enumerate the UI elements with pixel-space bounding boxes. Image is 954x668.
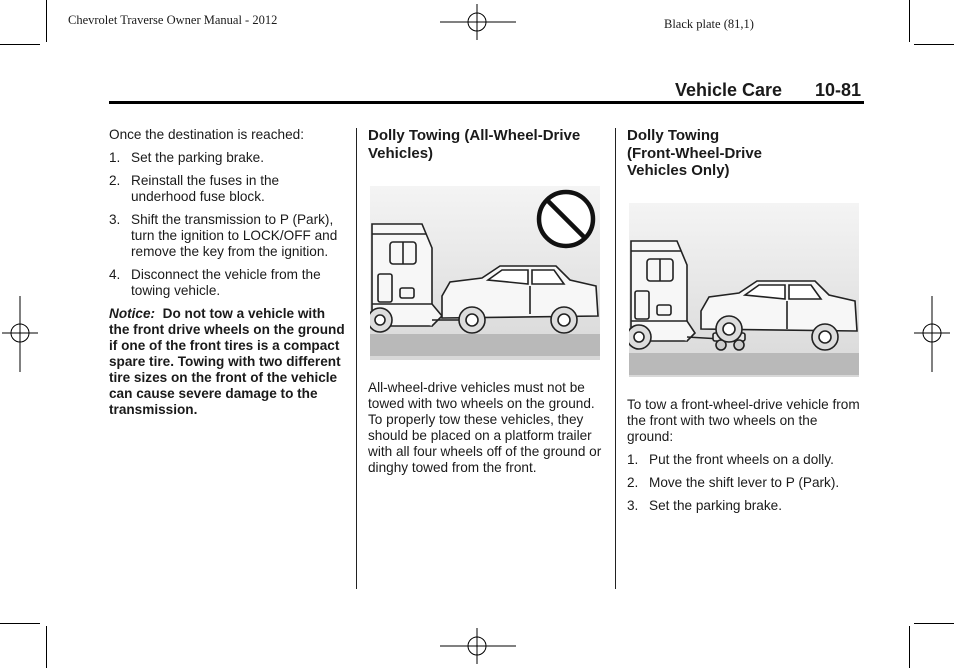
- step-text: Put the front wheels on a dolly.: [649, 452, 834, 467]
- crop-mark: [914, 623, 954, 624]
- notice-label: Notice:: [109, 306, 156, 321]
- step-text: Disconnect the vehicle from the towing vehicle.: [131, 267, 321, 298]
- list-item: [109, 212, 345, 260]
- step-text: Shift the transmission to P (Park), turn the ignition to LOCK/OFF and remove the key from the ignition.: [131, 212, 338, 259]
- registration-mark-right: [912, 296, 952, 372]
- section-heading: [627, 127, 863, 180]
- doc-title: Chevrolet Traverse Owner Manual - 2012: [68, 13, 278, 27]
- crop-mark: [914, 44, 954, 45]
- steps-list: [109, 150, 345, 299]
- column-divider: [615, 128, 616, 589]
- step-text: Set the parking brake.: [131, 150, 264, 165]
- column-2-body: [368, 380, 604, 483]
- registration-mark-top: [440, 2, 516, 42]
- heading-line: Dolly Towing: [627, 127, 720, 144]
- body-text: All-wheel-drive vehicles must not be towed with two wheels on the ground. To properly tow these vehicles, they should be placed on a platform trailer with all four wheels off of the ground or dinghy towed from the front.: [368, 380, 602, 475]
- crop-mark: [46, 0, 47, 42]
- crop-mark: [0, 623, 40, 624]
- list-item: [627, 452, 863, 468]
- registration-mark-left: [0, 296, 40, 372]
- heading-line: Vehicles Only): [627, 162, 730, 179]
- intro-text: Once the destination is reached:: [109, 127, 304, 142]
- step-number: 3.: [627, 498, 639, 513]
- column-1: [109, 127, 345, 425]
- page-number: 10-81: [815, 80, 862, 100]
- awd-towing-illustration: [370, 186, 600, 360]
- step-number: 2.: [627, 475, 639, 490]
- crop-mark: [0, 44, 40, 45]
- header-rule: [109, 101, 864, 104]
- steps-list: [627, 452, 863, 514]
- section-title: Vehicle Care: [675, 80, 783, 100]
- step-number: 4.: [109, 267, 121, 282]
- body-text: To tow a front-wheel-drive vehicle from the front with two wheels on the ground:: [627, 397, 860, 444]
- fwd-towing-illustration: [629, 203, 859, 377]
- step-number: 1.: [627, 452, 639, 467]
- step-text: Reinstall the fuses in the underhood fuse block.: [131, 173, 280, 204]
- heading-line: (Front-Wheel-Drive: [627, 144, 762, 162]
- step-text: Set the parking brake.: [649, 498, 782, 513]
- step-number: 1.: [109, 150, 121, 165]
- step-text: Move the shift lever to P (Park).: [649, 475, 840, 490]
- crop-mark: [909, 0, 910, 42]
- notice-text: Do not tow a vehicle with the front drive wheels on the ground if one of the front tires is a compact spare tire. Towing with two different tire sizes on the front of the vehicle can cause severe damage to the transmission.: [109, 306, 345, 417]
- list-item: [109, 150, 345, 166]
- step-number: 3.: [109, 212, 121, 227]
- column-2: [368, 127, 604, 162]
- column-3: [627, 127, 863, 180]
- section-heading: Dolly Towing (All-Wheel-Drive Vehicles): [368, 127, 581, 162]
- column-3-body: [627, 397, 863, 521]
- step-number: 2.: [109, 173, 121, 188]
- plate-label: Black plate (81,1): [664, 17, 754, 31]
- list-item: [627, 498, 863, 514]
- crop-mark: [46, 626, 47, 668]
- list-item: [627, 475, 863, 491]
- registration-mark-bottom: [440, 626, 516, 666]
- column-divider: [356, 128, 357, 589]
- crop-mark: [909, 626, 910, 668]
- notice-paragraph: [109, 306, 345, 418]
- list-item: [109, 267, 345, 299]
- list-item: [109, 173, 345, 205]
- prohibited-icon: [539, 192, 593, 246]
